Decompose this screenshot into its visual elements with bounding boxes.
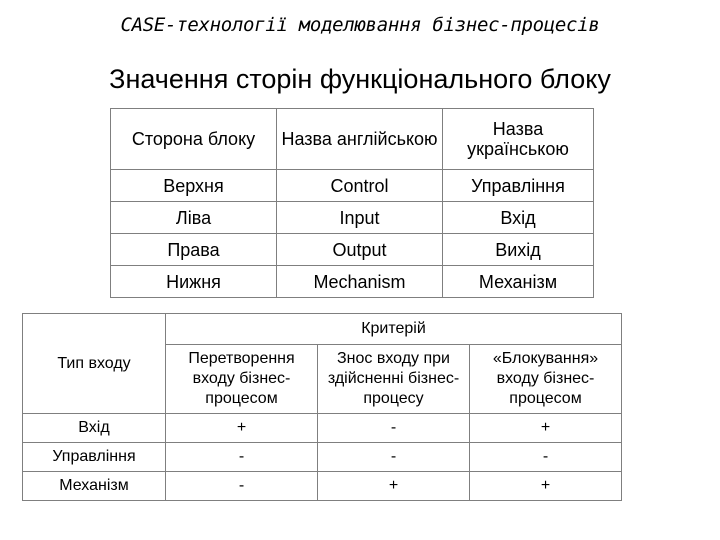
cell-english: Control	[277, 170, 443, 202]
block-sides-table	[110, 108, 594, 298]
cell-blocking: +	[470, 414, 622, 443]
cell-english: Input	[277, 202, 443, 234]
table-header-row	[111, 109, 594, 170]
cell-side: Права	[111, 234, 277, 266]
cell-transformation: -	[166, 472, 318, 501]
cell-english: Output	[277, 234, 443, 266]
cell-ukrainian: Вихід	[443, 234, 594, 266]
table-row	[23, 414, 622, 443]
cell-transformation: +	[166, 414, 318, 443]
cell-blocking: +	[470, 472, 622, 501]
cell-side: Нижня	[111, 266, 277, 298]
table-row	[111, 170, 594, 202]
header-cell-side: Сторона блоку	[111, 109, 277, 170]
header-cell-input-type: Тип входу	[23, 314, 166, 414]
cell-side: Ліва	[111, 202, 277, 234]
slide-title: CASE-технології моделювання бізнес-процесів	[120, 14, 600, 36]
cell-transformation: -	[166, 443, 318, 472]
header-cell-blocking: «Блокування» входу бізнес-процесом	[470, 345, 622, 414]
table-row	[23, 443, 622, 472]
cell-side: Верхня	[111, 170, 277, 202]
header-cell-criterion: Критерій	[166, 314, 622, 345]
cell-input-type: Механізм	[23, 472, 166, 501]
cell-blocking: -	[470, 443, 622, 472]
header-cell-ukrainian: Назва українською	[443, 109, 594, 170]
cell-english: Mechanism	[277, 266, 443, 298]
table-row	[23, 472, 622, 501]
input-criteria-table	[22, 313, 622, 501]
table-row	[111, 234, 594, 266]
header-cell-transformation: Перетворення входу бізнес-процесом	[166, 345, 318, 414]
criteria-header-row	[23, 314, 622, 345]
header-cell-wear: Знос входу при здійсненні бізнес-процесу	[318, 345, 470, 414]
table-row	[111, 266, 594, 298]
cell-input-type: Вхід	[23, 414, 166, 443]
cell-input-type: Управління	[23, 443, 166, 472]
section-title: Значення сторін функціонального блоку	[109, 64, 611, 94]
cell-ukrainian: Вхід	[443, 202, 594, 234]
header-cell-english: Назва англійською	[277, 109, 443, 170]
cell-wear: -	[318, 414, 470, 443]
cell-ukrainian: Механізм	[443, 266, 594, 298]
cell-ukrainian: Управління	[443, 170, 594, 202]
table-row	[111, 202, 594, 234]
cell-wear: +	[318, 472, 470, 501]
cell-wear: -	[318, 443, 470, 472]
